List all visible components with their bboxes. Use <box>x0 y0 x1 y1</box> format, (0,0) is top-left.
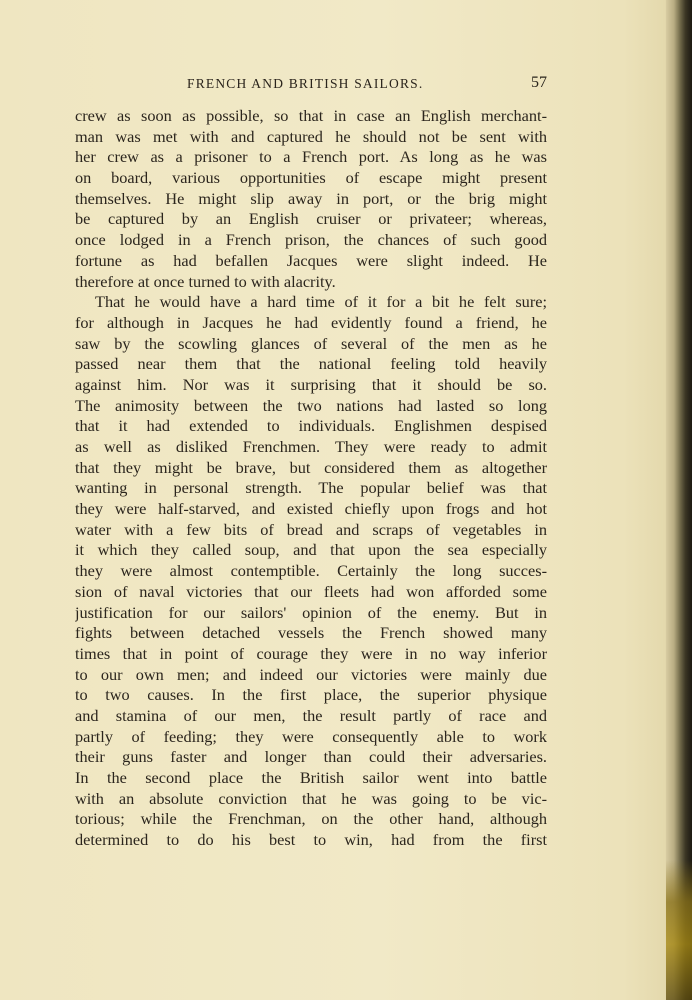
text-line: wanting in personal strength. The popular belief was that <box>75 478 547 498</box>
text-line: justification for our sailors' opinion of the enemy. But in <box>75 602 547 622</box>
text-line: that it had extended to individuals. Englishmen despised <box>75 416 547 436</box>
text-line: on board, various opportunities of escape might present <box>75 168 547 188</box>
running-title: FRENCH AND BRITISH SAILORS. <box>187 76 424 91</box>
book-binding-edge <box>666 0 692 1000</box>
text-line: man was met with and captured he should not be sent with <box>75 126 547 146</box>
text-line: it which they called soup, and that upon the sea especially <box>75 540 547 560</box>
text-line: fights between detached vessels the French showed many <box>75 623 547 643</box>
text-line: The animosity between the two nations had lasted so long <box>75 395 547 415</box>
text-line: with an absolute conviction that he was going to be vic- <box>75 788 547 808</box>
text-line: for although in Jacques he had evidently found a friend, he <box>75 312 547 332</box>
text-line: determined to do his best to win, had from the first <box>75 830 547 850</box>
running-head <box>75 74 547 96</box>
text-line: they were almost contemptible. Certainly the long succes- <box>75 561 547 581</box>
text-line: to two causes. In the first place, the superior physique <box>75 685 547 705</box>
text-line: themselves. He might slip away in port, or the brig might <box>75 188 547 208</box>
text-line: sion of naval victories that our fleets had won afforded some <box>75 581 547 601</box>
text-line: their guns faster and longer than could their adversaries. <box>75 747 547 767</box>
text-line: they were half-starved, and existed chiefly upon frogs and hot <box>75 499 547 519</box>
text-line: fortune as had befallen Jacques were slight indeed. He <box>75 250 547 270</box>
text-line: against him. Nor was it surprising that it should be so. <box>75 374 547 394</box>
text-line: In the second place the British sailor went into battle <box>75 768 547 787</box>
text-line: passed near them that the national feeling told heavily <box>75 354 547 374</box>
text-line: partly of feeding; they were consequently able to work <box>75 726 547 746</box>
page-number: 57 <box>531 74 547 91</box>
text-line: times that in point of courage they were in no way inferior <box>75 643 547 663</box>
text-line: water with a few bits of bread and scraps of vegetables in <box>75 519 547 539</box>
text-line: to our own men; and indeed our victories were mainly due <box>75 664 547 684</box>
text-line: That he would have a hard time of it for a bit he felt sure; <box>95 292 547 312</box>
text-line: that they might be brave, but considered them as altogether <box>75 457 547 477</box>
text-line: torious; while the Frenchman, on the other hand, although <box>75 809 547 829</box>
text-line: and stamina of our men, the result partly of race and <box>75 705 547 725</box>
text-line: be captured by an English cruiser or privateer; whereas, <box>75 209 547 229</box>
text-line: as well as disliked Frenchmen. They were ready to admit <box>75 437 547 456</box>
text-line: once lodged in a French prison, the chances of such good <box>75 230 547 250</box>
text-line: her crew as a prisoner to a French port. As long as he was <box>75 147 547 167</box>
text-line: saw by the scowling glances of several of the men as he <box>75 333 547 353</box>
text-line: therefore at once turned to with alacrity. <box>75 271 336 291</box>
text-line: crew as soon as possible, so that in case an English merchant- <box>75 106 547 125</box>
body-text <box>75 106 547 851</box>
